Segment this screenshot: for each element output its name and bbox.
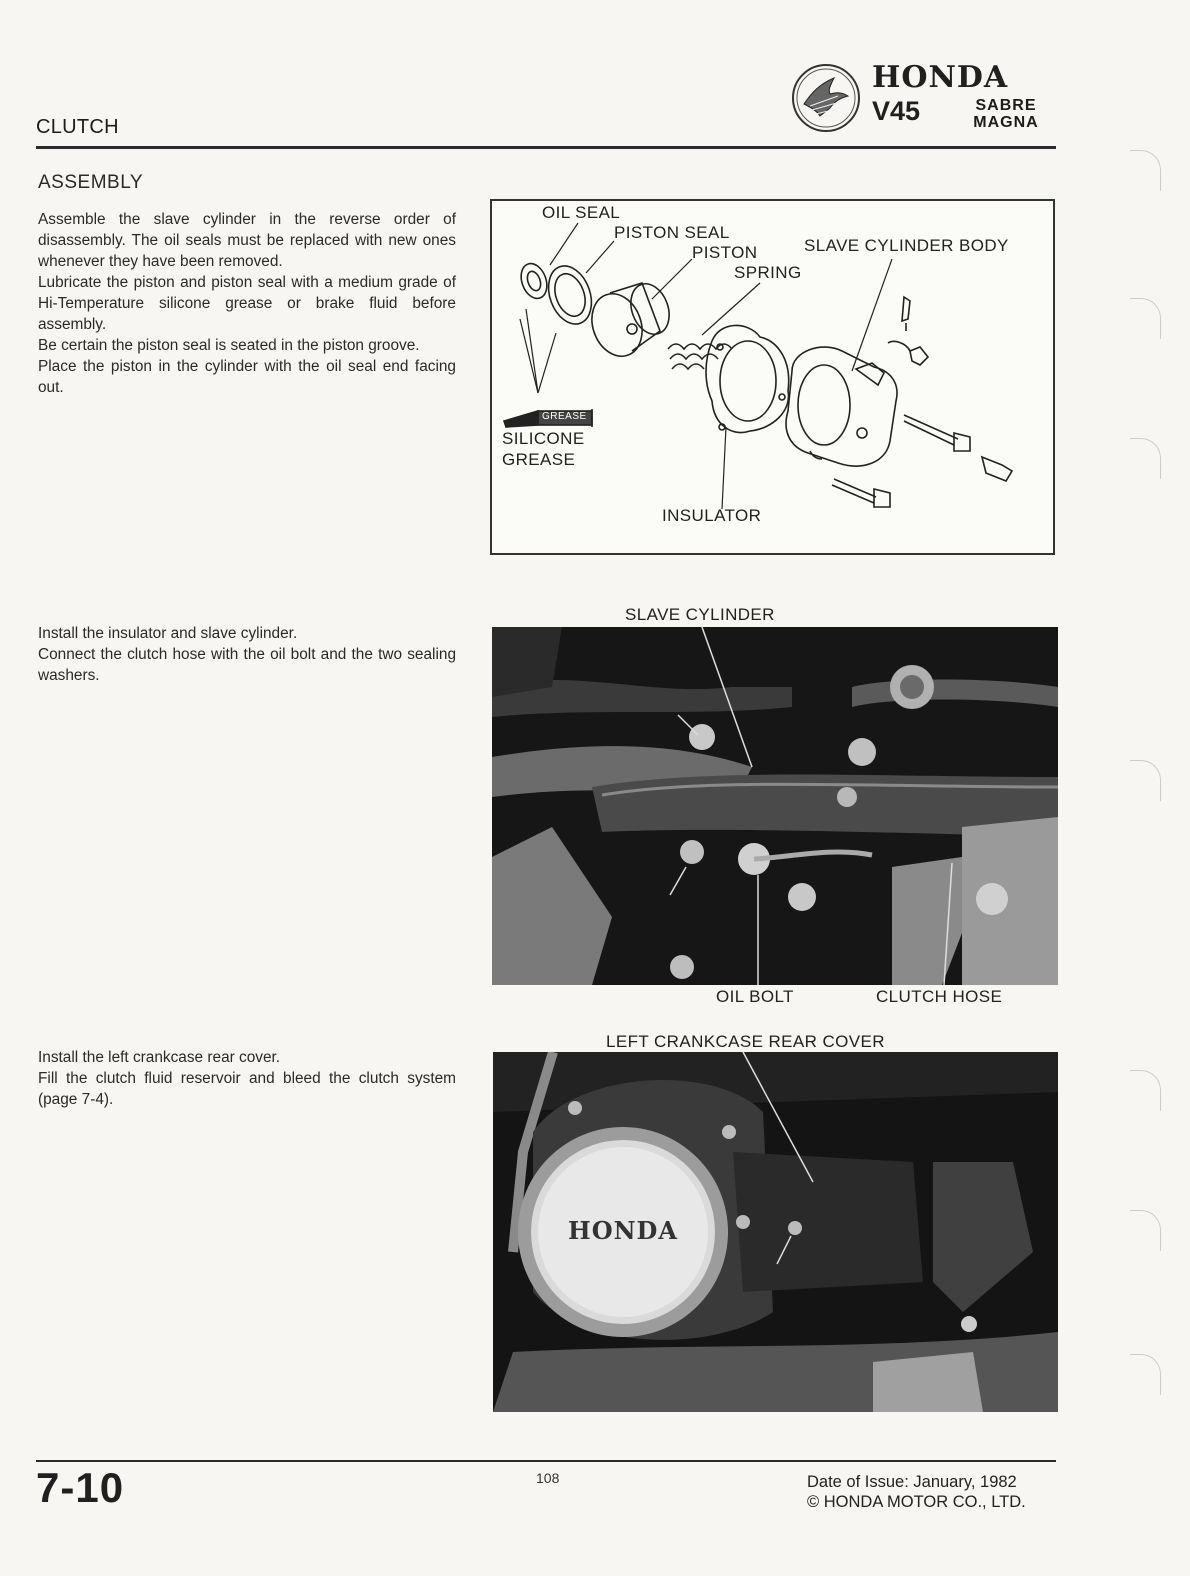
header-rule — [36, 146, 1056, 149]
label-slave-cylinder: SLAVE CYLINDER — [625, 605, 775, 624]
model-name: V45 — [872, 96, 921, 126]
paragraph: Fill the clutch fluid reservoir and bleed the clutch system (page 7-4). — [38, 1070, 456, 1108]
binder-mark — [1130, 1210, 1161, 1251]
page-number: 7-10 — [36, 1464, 125, 1511]
label-spring: SPRING — [734, 263, 802, 282]
label-piston: PISTON — [692, 243, 758, 262]
binder-mark — [1130, 1070, 1161, 1111]
binder-mark — [1130, 438, 1161, 479]
paragraph: Install the insulator and slave cylinder. — [38, 625, 298, 642]
issue-info — [807, 1472, 1026, 1512]
binder-mark — [1130, 150, 1161, 191]
slave-cylinder-photo — [492, 627, 1058, 985]
label-oil-bolt: OIL BOLT — [716, 987, 794, 1006]
label-slave-cylinder-body: SLAVE CYLINDER BODY — [804, 236, 1009, 255]
section-title: CLUTCH — [36, 116, 119, 138]
binder-mark — [1130, 1354, 1161, 1395]
paragraph: Be certain the piston seal is seated in the piston groove. — [38, 337, 420, 354]
binder-mark — [1130, 298, 1161, 339]
paragraph: Place the piston in the cylinder with the oil seal end facing out. — [38, 358, 456, 396]
assembly-heading: ASSEMBLY — [38, 172, 144, 193]
variant-top: SABRE — [975, 97, 1037, 114]
slave-cylinder-photo-drawing — [492, 627, 1058, 985]
exploded-diagram — [490, 199, 1055, 555]
date-of-issue: Date of Issue: January, 1982 — [807, 1473, 1017, 1491]
crankcase-cover-photo — [493, 1052, 1058, 1412]
paragraph: Assemble the slave cylinder in the reverse order of disassembly. The oil seals must be replaced with new ones whenever they have been removed. — [38, 211, 456, 270]
sheet-number: 108 — [536, 1470, 560, 1486]
honda-wing-logo-icon — [790, 62, 862, 134]
paragraph: Lubricate the piston and piston seal with a medium grade of Hi-Temperature silicone grease or brake fluid before assembly. — [38, 274, 456, 333]
label-grease: GREASE — [502, 450, 576, 469]
variant-bottom: MAGNA — [973, 114, 1039, 131]
cover-logo-text: HONDA — [568, 1216, 678, 1245]
copyright: © HONDA MOTOR CO., LTD. — [807, 1493, 1026, 1511]
label-clutch-hose: CLUTCH HOSE — [876, 987, 1003, 1006]
paragraph: Connect the clutch hose with the oil bolt and the two sealing washers. — [38, 646, 456, 684]
label-silicone: SILICONE — [502, 429, 585, 448]
install-text — [38, 623, 456, 686]
cover-text — [38, 1047, 456, 1110]
label-piston-seal: PISTON SEAL — [614, 223, 730, 242]
paragraph: Install the left crankcase rear cover. — [38, 1049, 281, 1066]
footer-rule — [36, 1460, 1056, 1462]
binder-mark — [1130, 760, 1161, 801]
model-variant — [960, 97, 1052, 131]
grease-tube-label: GREASE — [542, 411, 587, 422]
brand-name: HONDA — [872, 60, 1009, 95]
assembly-text — [38, 209, 456, 398]
label-insulator: INSULATOR — [662, 506, 762, 525]
label-left-crankcase-rear-cover: LEFT CRANKCASE REAR COVER — [606, 1032, 885, 1051]
label-oil-seal: OIL SEAL — [542, 203, 621, 222]
